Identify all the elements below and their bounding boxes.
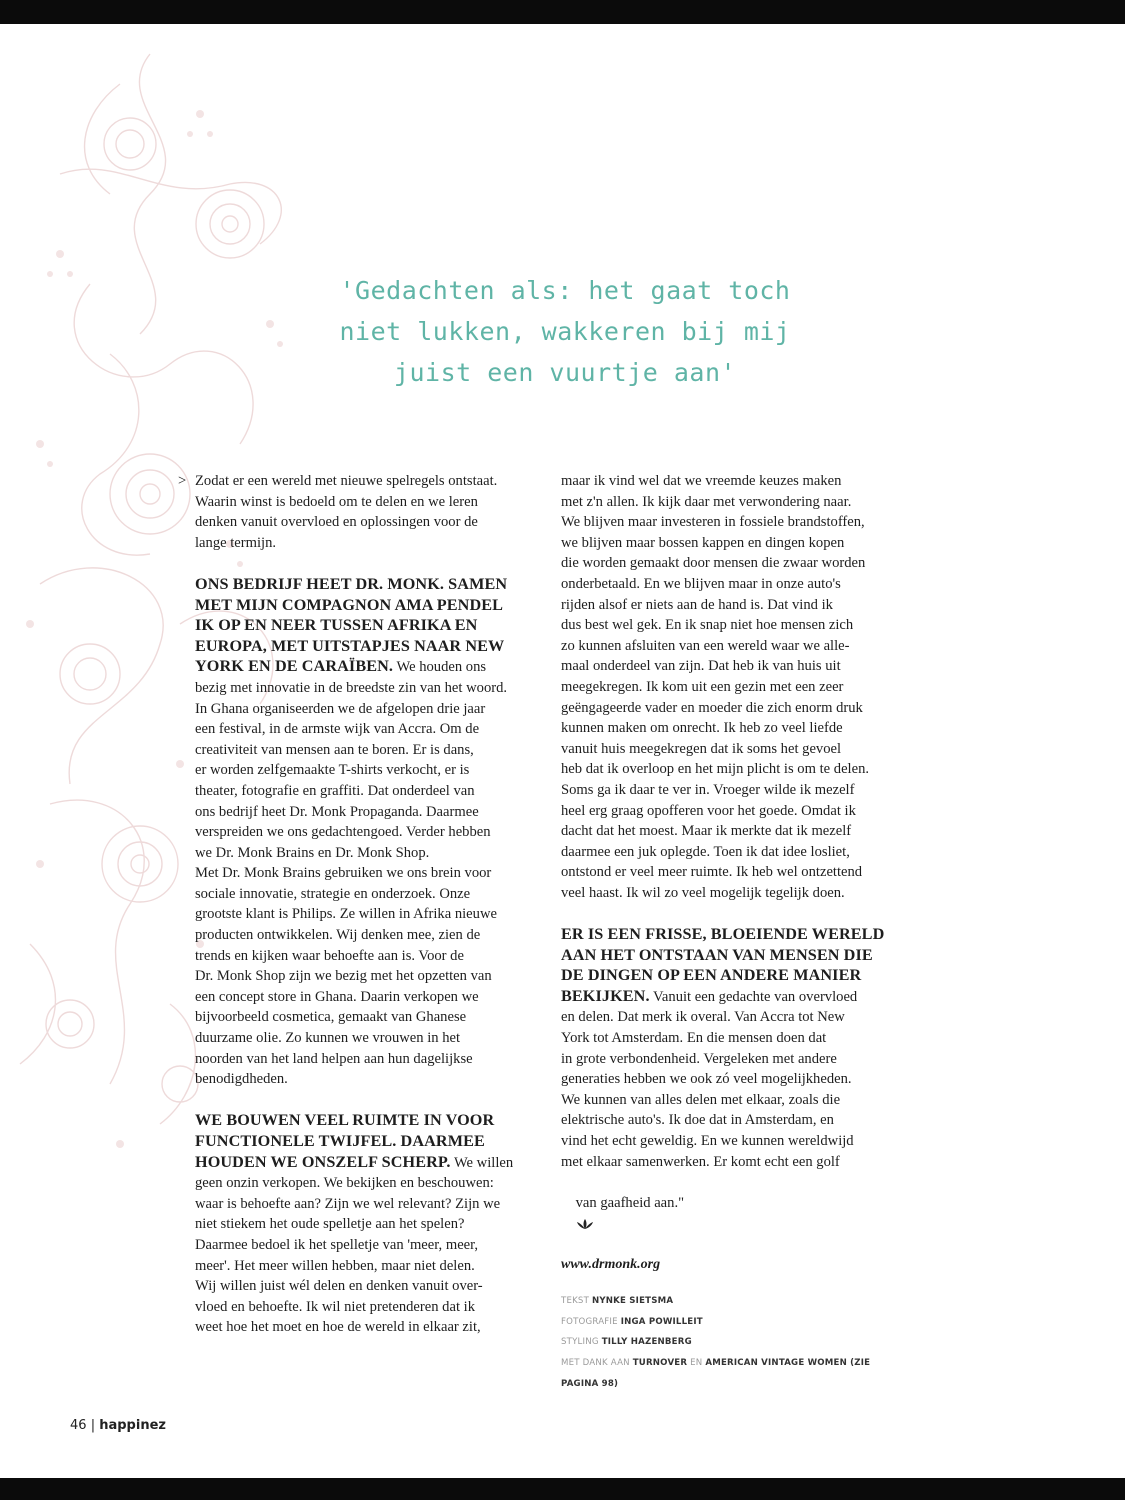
section-lead: BEKIJKEN. bbox=[561, 986, 650, 1005]
body-line: ontstond er veel meer ruimte. Ik heb wel ontzettend bbox=[561, 864, 863, 881]
body-line: verspreiden we ons gedachtengoed. Verder hebben bbox=[195, 824, 491, 841]
lotus-end-mark-icon bbox=[576, 1218, 594, 1230]
body-line: In Ghana organiseerden we de afgelopen drie jaar bbox=[195, 700, 486, 717]
bottom-black-bar bbox=[0, 1478, 1125, 1500]
section-lead: AAN HET ONTSTAAN VAN MENSEN DIE bbox=[561, 945, 873, 964]
credit-thanks: MET DANK AAN TURNOVER EN AMERICAN VINTAGE WOMEN (ZIE PAGINA 98) bbox=[561, 1357, 871, 1389]
body-line: theater, fotografie en graffiti. Dat onderdeel van bbox=[195, 782, 475, 799]
continuation-bullet: > bbox=[178, 473, 187, 489]
body-text: We houden ons bbox=[393, 659, 487, 676]
section-lead: ONS BEDRIJF HEET DR. MONK. SAMEN bbox=[195, 574, 508, 593]
section-lead: IK OP EN NEER TUSSEN AFRIKA EN bbox=[195, 616, 478, 635]
section-lead: FUNCTIONELE TWIJFEL. DAARMEE bbox=[195, 1132, 485, 1150]
body-line: en delen. Dat merk ik overal. Van Accra tot New bbox=[561, 1009, 845, 1026]
body-line: Daarmee bedoel ik het spelletje van 'meer, meer, bbox=[195, 1236, 479, 1253]
body-line: Met Dr. Monk Brains gebruiken we ons brein voor bbox=[195, 865, 492, 882]
credit-text: TEKST NYNKE SIETSMA bbox=[561, 1296, 674, 1307]
footer-separator: | bbox=[90, 1418, 96, 1433]
body-text: We willen bbox=[450, 1154, 514, 1171]
body-line: ons bedrijf heet Dr. Monk Propaganda. Daarmee bbox=[195, 803, 479, 820]
body-line: grootste klant is Philips. Ze willen in Afrika nieuwe bbox=[195, 906, 497, 923]
body-line: een concept store in Ghana. Daarin verkopen we bbox=[195, 988, 479, 1005]
pull-quote-line: niet lukken, wakkeren bij mij bbox=[339, 317, 791, 346]
section-lead: DE DINGEN OP EEN ANDERE MANIER bbox=[561, 966, 862, 985]
section-lead: MET MIJN COMPAGNON AMA PENDEL bbox=[195, 595, 504, 614]
body-line: York tot Amsterdam. En die mensen doen dat bbox=[561, 1030, 827, 1047]
body-line: heb dat ik overloop en het mijn plicht is om te delen. bbox=[561, 761, 870, 778]
body-line: waar is behoefte aan? Zijn we wel relevant? Zijn we bbox=[195, 1195, 501, 1212]
body-line: vind het echt geweldig. En we kunnen wereldwijd bbox=[561, 1133, 854, 1149]
body-line: geen onzin verkopen. We bekijken en beschouwen: bbox=[195, 1175, 494, 1192]
body-line: generaties hebben we ook zó veel mogelijkheden. bbox=[561, 1071, 852, 1088]
body-line: meer'. Het meer willen hebben, maar niet delen. bbox=[195, 1257, 475, 1274]
section-lead: WE BOUWEN VEEL RUIMTE IN VOOR bbox=[195, 1111, 495, 1130]
body-line: dus best wel gek. En ik snap niet hoe mensen zich bbox=[561, 617, 854, 634]
body-line: Soms ga ik daar te ver in. Vroeger wilde ik mezelf bbox=[561, 781, 855, 798]
left-text-column bbox=[178, 471, 540, 1338]
body-line: lange termijn. bbox=[195, 534, 277, 551]
body-line: onderbetaald. En we blijven maar in onze auto's bbox=[561, 575, 841, 592]
body-line: rijden alsof er niets aan de hand is. Dat vind ik bbox=[561, 596, 833, 613]
credit-styling: STYLING TILLY HAZENBERG bbox=[561, 1337, 692, 1348]
body-line: bezig met innovatie in de breedste zin van het woord. bbox=[195, 679, 508, 696]
top-black-bar bbox=[0, 0, 1125, 24]
body-text: Vanuit een gedachte van overvloed bbox=[649, 988, 858, 1005]
body-line: We kunnen van alles delen met elkaar, zoals die bbox=[561, 1091, 841, 1108]
right-text-column bbox=[561, 471, 907, 1394]
body-line: duurzame olie. Zo kunnen we vrouwen in het bbox=[195, 1030, 461, 1047]
website-link[interactable]: www.drmonk.org bbox=[561, 1256, 661, 1272]
body-line: zo kunnen afsluiten van een wereld waar we alle- bbox=[561, 637, 850, 654]
body-line: vloed en behoefte. Ik wil niet pretenderen dat ik bbox=[195, 1298, 476, 1315]
section-lead: HOUDEN WE ONSZELF SCHERP. bbox=[195, 1152, 451, 1171]
body-line: weet hoe het moet en hoe de wereld in elkaar zit, bbox=[195, 1319, 481, 1336]
body-line: die worden gemaakt door mensen die zwaar worden bbox=[561, 555, 866, 572]
body-line: Dr. Monk Shop zijn we bezig met het opzetten van bbox=[195, 968, 492, 985]
page-number: 46 bbox=[70, 1418, 87, 1433]
body-line: veel haast. Ik wil zo veel mogelijk tegelijk doen. bbox=[561, 884, 845, 901]
body-line: denken vanuit overvloed en oplossingen voor de bbox=[195, 514, 478, 531]
section-lead: ER IS EEN FRISSE, BLOEIENDE WERELD bbox=[561, 925, 885, 944]
pull-quote-line: 'Gedachten als: het gaat toch bbox=[339, 276, 791, 305]
body-line: benodigdheden. bbox=[195, 1071, 288, 1088]
body-line: maar ik vind wel dat we vreemde keuzes maken bbox=[561, 473, 842, 489]
body-line: in grote verbondenheid. Vergeleken met andere bbox=[561, 1050, 837, 1067]
body-line: heel erg graag opofferen voor het goede. Omdat ik bbox=[561, 802, 856, 819]
body-line: sociale innovatie, strategie en onderzoek. Onze bbox=[195, 885, 471, 902]
page-footer bbox=[70, 1418, 166, 1433]
body-line: Zodat er een wereld met nieuwe spelregels ontstaat. bbox=[195, 473, 498, 489]
body-line: niet stiekem het oude spelletje aan het spelen? bbox=[195, 1216, 465, 1233]
credit-photo: FOTOGRAFIE INGA POWILLEIT bbox=[561, 1316, 703, 1327]
body-line: een festival, in de armste wijk van Accra. Om de bbox=[195, 721, 480, 738]
body-line: Waarin winst is bedoeld om te delen en we leren bbox=[195, 493, 478, 510]
body-line: kunnen maken om onrecht. Ik heb zo veel liefde bbox=[561, 720, 843, 737]
body-line: noorden van het land helpen aan hun dagelijkse bbox=[195, 1050, 473, 1067]
body-line: We blijven maar investeren in fossiele brandstoffen, bbox=[561, 514, 865, 531]
body-line: creativiteit van mensen aan te boren. Er is dans, bbox=[195, 741, 474, 758]
body-line: maal onderdeel van zijn. Dat heb ik van huis uit bbox=[561, 658, 841, 675]
body-line: meegekregen. Ik kom uit een gezin met een zeer bbox=[561, 678, 844, 695]
body-line: producten ontwikkelen. Wij denken mee, zien de bbox=[195, 927, 481, 944]
pull-quote-line: juist een vuurtje aan' bbox=[393, 358, 737, 387]
body-line: met elkaar samenwerken. Er komt echt een golf bbox=[561, 1153, 840, 1170]
section-lead: YORK EN DE CARAÏBEN. bbox=[195, 657, 394, 676]
body-line: er worden zelfgemaakte T-shirts verkocht, er is bbox=[195, 762, 470, 779]
body-line: Wij willen juist wél delen en denken vanuit over- bbox=[195, 1278, 483, 1295]
body-line: we Dr. Monk Brains en Dr. Monk Shop. bbox=[195, 844, 430, 861]
body-line: bijvoorbeeld cosmetica, gemaakt van Ghanese bbox=[195, 1009, 467, 1026]
body-line: trends en kijken waar behoefte aan is. Voor de bbox=[195, 947, 464, 964]
body-line: met z'n allen. Ik kijk daar met verwondering naar. bbox=[561, 493, 852, 510]
section-lead: EUROPA, MET UITSTAPJES NAAR NEW bbox=[195, 636, 505, 655]
body-line: geëngageerde vader en moeder die zich enorm druk bbox=[561, 699, 863, 716]
magazine-brand: happinez bbox=[99, 1418, 166, 1433]
body-line: elektrische auto's. Ik doe dat in Amsterdam, en bbox=[561, 1112, 834, 1129]
body-line: we blijven maar bossen kappen en dingen kopen bbox=[561, 534, 845, 551]
body-line: vanuit huis meegekregen dat ik soms het gevoel bbox=[561, 740, 842, 757]
body-line: dacht dat het moest. Maar ik merkte dat ik mezelf bbox=[561, 823, 852, 840]
credits-block bbox=[561, 1291, 907, 1394]
pull-quote bbox=[300, 270, 830, 393]
body-line: van gaafheid aan." bbox=[575, 1194, 685, 1211]
body-line: daarmee een juk oplegde. Toen ik dat idee losliet, bbox=[561, 843, 850, 860]
